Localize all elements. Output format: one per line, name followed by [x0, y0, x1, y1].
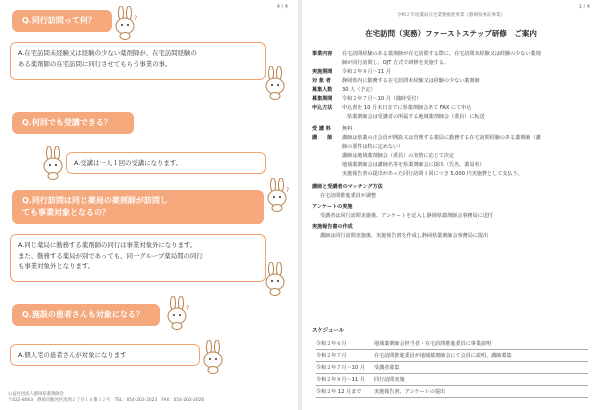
details-section: [312, 50, 594, 241]
svg-text:?: ?: [286, 187, 290, 194]
detail-row: 対 象 者 静岡県内に勤務する在宅訪問未経験又は経験の少ない薬剤師: [312, 78, 480, 84]
question-bubble: Q.同行訪問って何？: [12, 10, 112, 32]
organization-footer: 公益社団法人静岡県薬剤師会 〒422-8063 静岡市駿河区馬渕２丁目１６番３２号 TEL：054-203-2023 FAX：054-203-2026: [8, 392, 205, 403]
schedule-row: 令和２年 12 月まで 実施報告書、アンケートの提出: [316, 386, 588, 398]
detail-row: 受 講 料 無料: [312, 126, 353, 132]
svg-text:?: ?: [134, 15, 138, 22]
schedule-row: 令和２年８月～11 月 同行訪問実施: [316, 374, 588, 386]
rabbit-character-icon: [262, 262, 288, 296]
schedule-table: [316, 338, 588, 398]
rabbit-character-icon: [200, 340, 226, 374]
schedule-row: 令和２年６月 地域薬剤師会担当者・在宅訪問推進委員に事業説明: [316, 338, 588, 350]
page-number: 1 / 4: [578, 4, 590, 10]
answer-box: A.受講は一人１回の受講になります。: [66, 152, 266, 174]
question-bubble: Q.同行訪問は同じ薬局の薬剤師が訪問し ても事業対象となるの？: [12, 190, 264, 224]
question-bubble: Q.施設の患者さんも対象になる？: [12, 304, 160, 326]
left-page: [0, 0, 298, 410]
document-header: 令和２年度薬局在宅業務推進事業（静岡県委託事業）: [397, 13, 505, 18]
detail-row: 講 師 講師は県薬の正会員が開設又は管理する薬局に勤務する在宅訪問経験のある薬剤師（講 師の要件は特に定めない） 講師は地域薬剤師会（委員）の実情に応じて決定 地域薬剤師会は講師名等を県薬剤師会に提出（氏名、薬局名） 実施報告書の提出があった同行訪問１回につき 5,000 円実施費として支払う。: [312, 135, 541, 177]
rabbit-character-icon: [264, 178, 290, 212]
answer-box: A.個人宅の患者さんが対象になります: [10, 344, 200, 366]
detail-row: 実施期間 令和２年８月～11 月: [312, 69, 391, 75]
answer-box: A.同じ薬局に勤務する薬剤師の同行は事業対象外になります。 また、勤務する薬局が別であっても、同一グループ薬局間の同行 も事業対象外となります。: [10, 234, 266, 282]
detail-row: 募集人数 30 人（予定）: [312, 87, 376, 93]
detail-row: 申込方法 申込書を 10 月末日までに県薬剤師会あて FAX にて申込 県薬剤師会は受講者の所属する地域薬剤師会（委員）に転送: [312, 105, 485, 120]
svg-text:?: ?: [186, 305, 190, 312]
info-block: 講師と受講者のマッチング方法 在宅訪問推進委員が調整: [312, 184, 383, 199]
page-number: 4 / 4: [276, 4, 288, 10]
right-page: [302, 0, 600, 410]
rabbit-character-icon: [164, 296, 190, 330]
info-block: アンケートの実施 受講者は同行訪問実施後、アンケートを記入し静岡県薬剤師会事務局に送付: [312, 204, 493, 219]
answer-box: A.在宅訪問未経験又は経験の少ない薬剤師が、在宅訪問経験の ある薬剤師の在宅訪問に同行させてもらう事業の事。: [10, 42, 266, 80]
question-bubble: Q.何回でも受講できる？: [12, 112, 134, 134]
schedule-title: スケジュール: [312, 328, 345, 334]
rabbit-character-icon: [40, 146, 66, 180]
detail-row: 募集期間 令和２年７月～10 月（随時受付）: [312, 96, 422, 102]
rabbit-character-icon: [262, 66, 288, 100]
schedule-row: 令和２年７月 在宅訪問推進委員が地域薬剤師会にて会員に説明、講師募集: [316, 350, 588, 362]
info-block: 実施報告書の作成 講師は同行訪問実施後、実施報告書を作成し静岡県薬剤師会事務局に提出: [312, 224, 489, 239]
rabbit-character-icon: [112, 6, 138, 40]
detail-row: 事業内容 在宅訪問経験のある薬剤師が在宅訪問する際に、在宅訪問未経験又は経験の少ない薬剤 師が同行訪問し、OJT 方式で研修を実施する。: [312, 51, 541, 66]
document-title: 在宅訪問（実務）ファーストステップ研修 ご案内: [365, 29, 537, 38]
schedule-row: 令和２年７月～10 月 受講者募集: [316, 362, 588, 374]
